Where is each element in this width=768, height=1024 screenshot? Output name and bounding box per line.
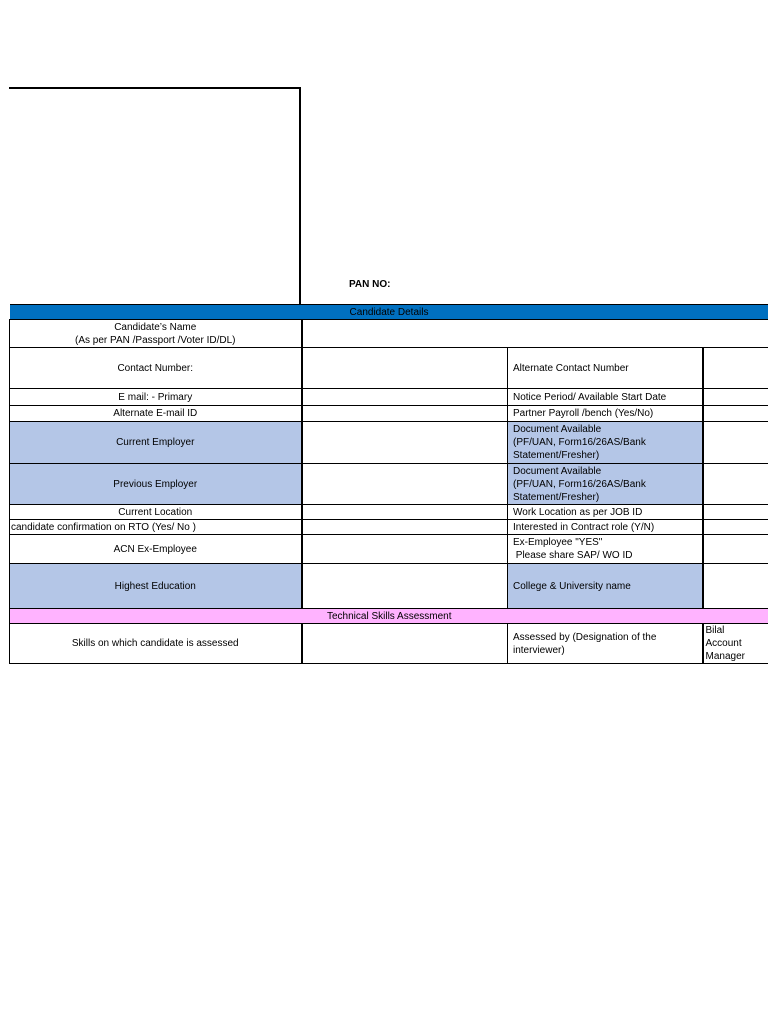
previous-employer-label: Previous Employer [10, 464, 302, 505]
document-available-value[interactable] [703, 422, 768, 464]
section-header-technical-skills [10, 609, 768, 624]
skills-assessed-value[interactable] [302, 624, 508, 664]
contact-number-value[interactable] [302, 348, 508, 389]
assessor-line: Bilal [705, 625, 725, 636]
document-available-value[interactable] [703, 464, 768, 505]
current-employer-label: Current Employer [10, 422, 302, 464]
section-header-candidate-details [10, 305, 768, 320]
label-line: Ex-Employee "YES" [513, 537, 603, 548]
notice-period-value[interactable] [703, 389, 768, 406]
section-title: Candidate Details [10, 305, 768, 320]
table-row [10, 464, 768, 505]
table-row [10, 406, 768, 422]
label-line: Assessed by (Designation of the [513, 631, 657, 643]
table-row [10, 505, 768, 520]
table-row [10, 520, 768, 535]
current-employer-value[interactable] [302, 422, 508, 464]
notice-period-label: Notice Period/ Available Start Date [508, 389, 703, 406]
table-row [10, 320, 768, 348]
assessor-value[interactable] [703, 624, 768, 664]
assessed-by-label [508, 624, 703, 664]
rto-confirmation-label: candidate confirmation on RTO (Yes/ No ) [10, 520, 302, 535]
skills-assessed-label: Skills on which candidate is assessed [10, 624, 302, 664]
work-location-value[interactable] [703, 505, 768, 520]
ex-employee-label [508, 535, 703, 564]
acn-ex-employee-label: ACN Ex-Employee [10, 535, 302, 564]
assessor-line: Manager [705, 651, 745, 662]
rto-confirmation-value[interactable] [302, 520, 508, 535]
table-row [10, 348, 768, 389]
label-line: Document Available [513, 424, 602, 435]
label-line: Document Available [513, 465, 602, 477]
label-line: Candidate’s Name [114, 321, 197, 333]
label-line: Statement/Fresher) [513, 450, 600, 461]
current-location-label: Current Location [10, 505, 302, 520]
document-available-label [508, 422, 703, 464]
highest-education-value[interactable] [302, 564, 508, 609]
label-line: Statement/Fresher) [513, 491, 600, 503]
partner-payroll-value[interactable] [703, 406, 768, 422]
assessor-line: Account [705, 638, 742, 649]
contract-role-label: Interested in Contract role (Y/N) [508, 520, 703, 535]
table-row [10, 389, 768, 406]
email-primary-label: E mail: - Primary [10, 389, 302, 406]
candidate-form-table [9, 304, 768, 664]
photo-box [9, 87, 301, 305]
label-line: Please share SAP/ WO ID [513, 550, 633, 561]
previous-employer-value[interactable] [302, 464, 508, 505]
work-location-label: Work Location as per JOB ID [508, 505, 703, 520]
acn-ex-employee-value[interactable] [302, 535, 508, 564]
label-line: (PF/UAN, Form16/26AS/Bank [513, 437, 646, 448]
alt-contact-label: Alternate Contact Number [508, 348, 703, 389]
email-primary-value[interactable] [302, 389, 508, 406]
label-line: (PF/UAN, Form16/26AS/Bank [513, 478, 646, 490]
table-row [10, 535, 768, 564]
partner-payroll-label: Partner Payroll /bench (Yes/No) [508, 406, 703, 422]
candidate-name-value[interactable] [302, 320, 768, 348]
pan-label: PAN NO: [349, 279, 391, 290]
candidate-name-label [10, 320, 302, 348]
table-row [10, 422, 768, 464]
highest-education-label: Highest Education [10, 564, 302, 609]
contact-number-label: Contact Number: [10, 348, 302, 389]
contract-role-value[interactable] [703, 520, 768, 535]
label-line: interviewer) [513, 644, 565, 656]
alt-contact-value[interactable] [703, 348, 768, 389]
ex-employee-value[interactable] [703, 535, 768, 564]
table-row [10, 624, 768, 664]
alt-email-value[interactable] [302, 406, 508, 422]
current-location-value[interactable] [302, 505, 508, 520]
college-label: College & University name [508, 564, 703, 609]
table-row [10, 564, 768, 609]
document-available-label [508, 464, 703, 505]
label-line: (As per PAN /Passport /Voter ID/DL) [75, 334, 236, 346]
section-title: Technical Skills Assessment [10, 609, 768, 624]
alt-email-label: Alternate E-mail ID [10, 406, 302, 422]
college-value[interactable] [703, 564, 768, 609]
